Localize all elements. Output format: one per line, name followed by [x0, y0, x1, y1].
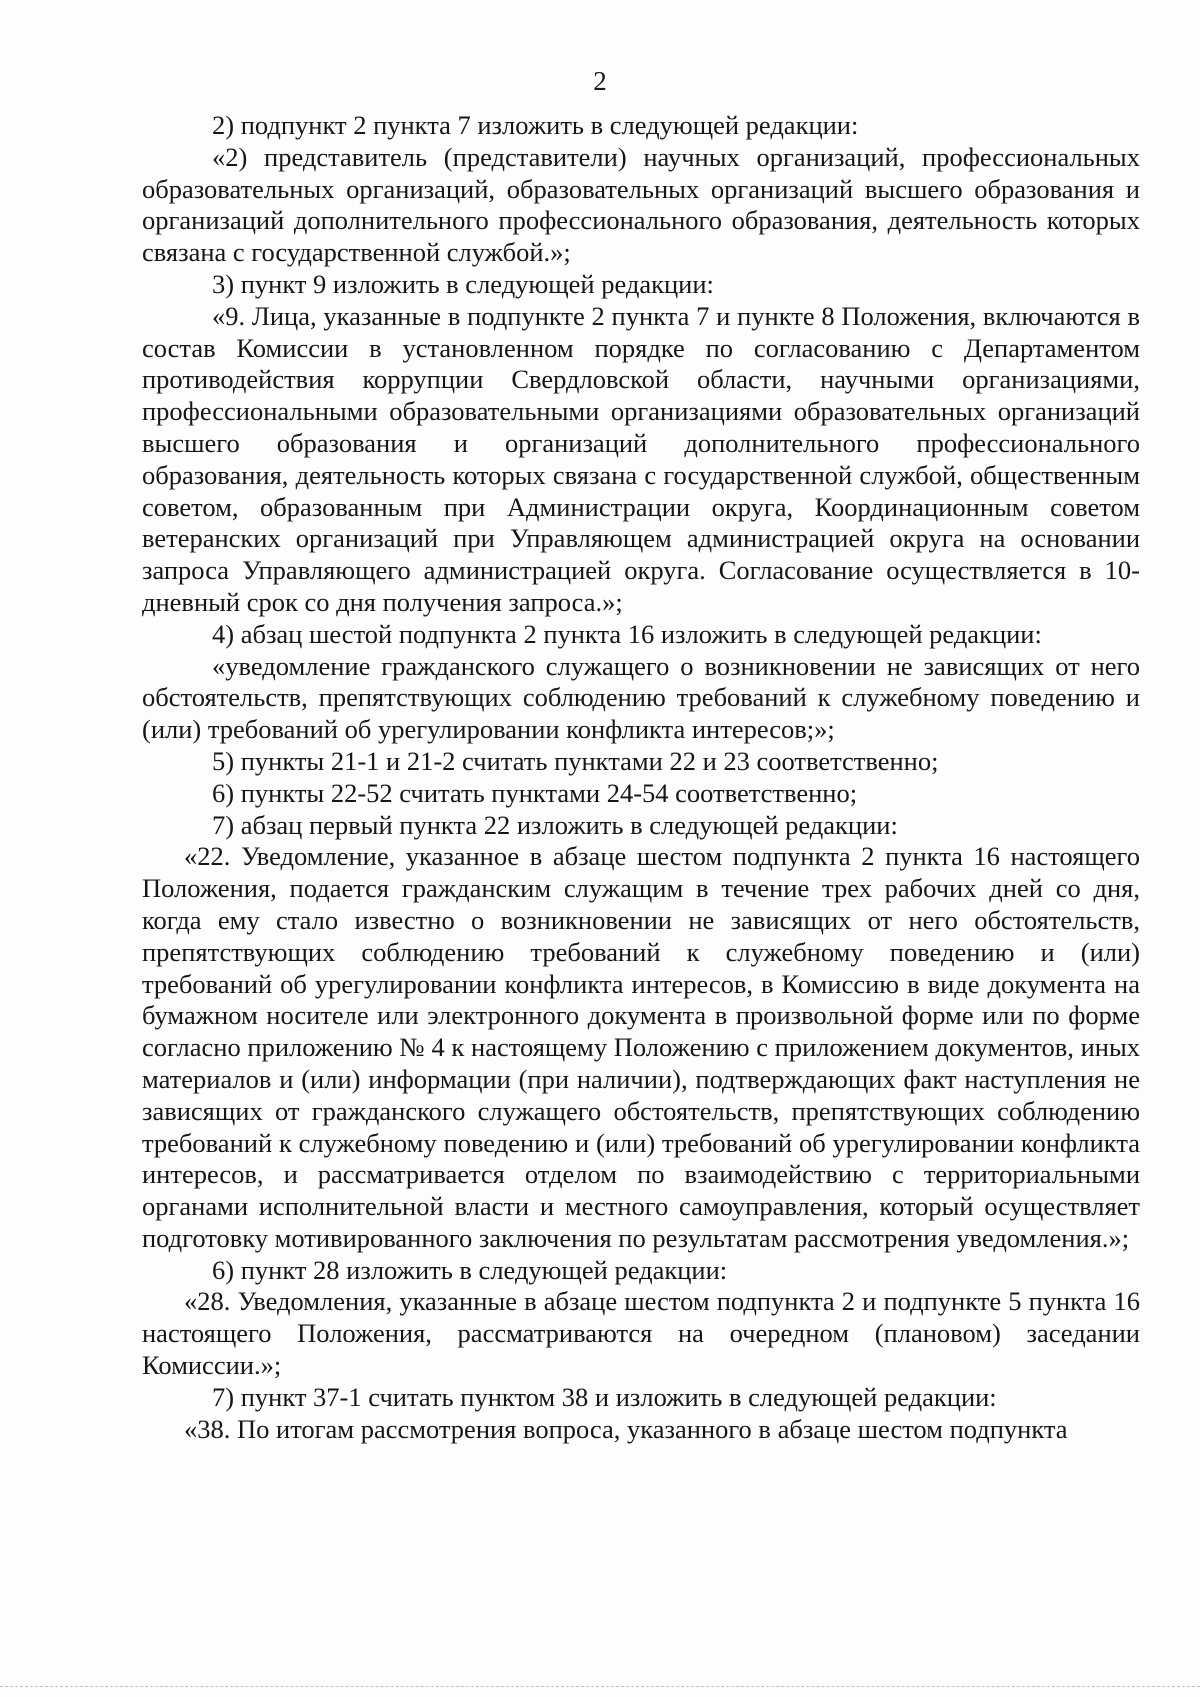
paragraph-item-3-text: «9. Лица, указанные в подпункте 2 пункта 7 и пункте 8 Положения, включаются в состав Комиссии в установленном порядке по согласованию с Департаментом противодействия коррупции Свердловской области, научными организациями, профессиональными образовательными организациями образовательных организаций высшего образования и организаций дополнительного профессионального образования, деятельность которых связана с государственной службой, общественным советом, образованным при Администрации округа, Координационным советом ветеранских организаций при Управляющем администрацией округа на основании запроса Управляющего администрацией округа. Согласование осуществляется в 10-дневный срок со дня получения запроса.»; — [142, 300, 1140, 617]
paragraph-item-4-intro: 4) абзац шестой подпункта 2 пункта 16 изложить в следующей редакции: — [212, 618, 1042, 649]
scan-edge-divider — [0, 1685, 1200, 1687]
paragraph-item-6b-intro: 6) пункт 28 изложить в следующей редакции: — [212, 1254, 728, 1285]
paragraph-item-7-text: «22. Уведомление, указанное в абзаце шестом подпункта 2 пункта 16 настоящего Положения, подается гражданским служащим в течение трех рабочих дней со дня, когда ему стало известно о возникновении не зависящих от него обстоятельств, препятствующих соблюдению требований к служебному поведению и (или) требований об урегулировании конфликта интересов, в Комиссию в виде документа на бумажном носителе или электронного документа в произвольной форме или по форме согласно приложению № 4 к настоящему Положению с приложением документов, иных материалов и (или) информации (при наличии), подтверждающих факт наступления не зависящих от гражданского служащего обстоятельств, препятствующих соблюдению требований к служебному поведению и (или) требований об урегулировании конфликта интересов, и рассматривается отделом по взаимодействию с территориальными органами исполнительной власти и местного самоуправления, который осуществляет подготовку мотивированного заключения по результатам рассмотрения уведомления.»; — [142, 841, 1140, 1253]
paragraph-item-5: 5) пункты 21-1 и 21-2 считать пунктами 22 и 23 соответственно; — [212, 745, 939, 776]
document-body — [142, 110, 1140, 1445]
page-number: 2 — [593, 66, 607, 96]
paragraph-item-6b-text: «28. Уведомления, указанные в абзаце шестом подпункта 2 и подпункте 5 пункта 16 настоящего Положения, рассматриваются на очередном (плановом) заседании Комиссии.»; — [142, 1286, 1140, 1381]
paragraph-item-4-text: «уведомление гражданского служащего о возникновении не зависящих от него обстоятельств, препятствующих соблюдению требований к служебному поведению и (или) требований об урегулировании конфликта интересов;»; — [142, 650, 1140, 745]
paragraph-item-3-intro: 3) пункт 9 изложить в следующей редакции: — [212, 268, 714, 299]
paragraph-item-7b-text: «38. По итогам рассмотрения вопроса, указанного в абзаце шестом подпункта — [184, 1413, 1068, 1444]
paragraph-item-2-text: «2) представитель (представители) научных организаций, профессиональных образовательных организаций, образовательных организаций высшего образования и организаций дополнительного профессионального образования, деятельность которых связана с государственной службой.»; — [142, 141, 1140, 268]
paragraph-item-2-intro: 2) подпункт 2 пункта 7 изложить в следующей редакции: — [212, 110, 859, 140]
paragraph-item-7-intro: 7) абзац первый пункта 22 изложить в следующей редакции: — [212, 809, 898, 840]
paragraph-item-6: 6) пункты 22-52 считать пунктами 24-54 соответственно; — [212, 777, 858, 808]
paragraph-item-7b-intro: 7) пункт 37-1 считать пунктом 38 и изложить в следующей редакции: — [212, 1381, 997, 1412]
